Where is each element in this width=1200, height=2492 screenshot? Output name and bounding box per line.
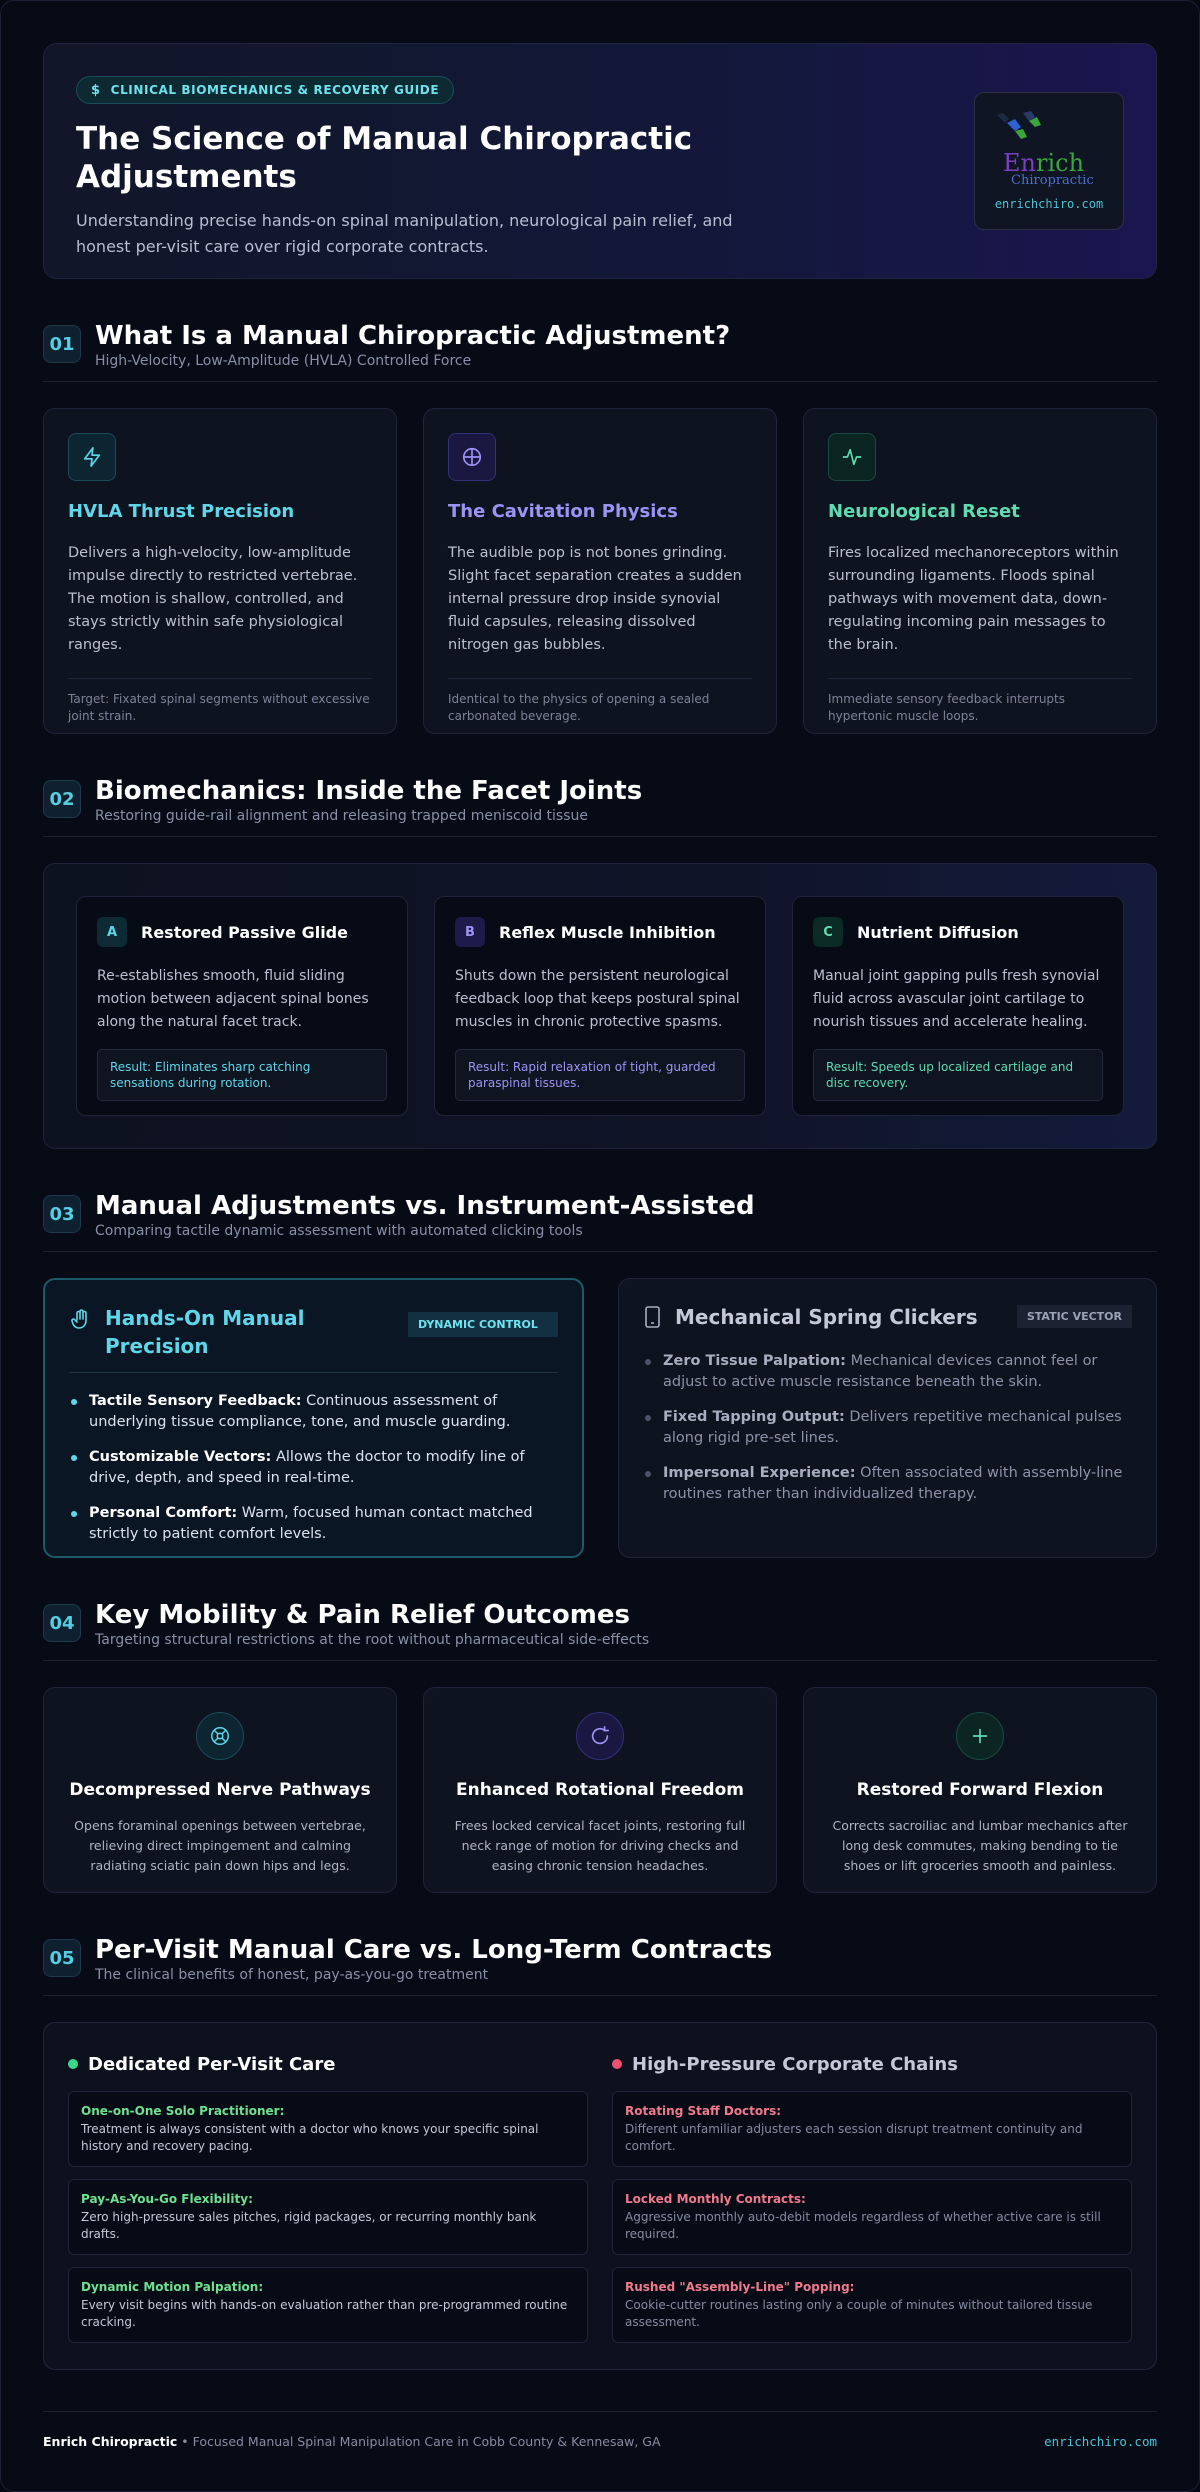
biomech-body: Re-establishes smooth, fluid sliding motion between adjacent spinal bones along the natural facet track.	[97, 968, 369, 1030]
outcome-title: Restored Forward Flexion	[856, 1780, 1104, 1800]
pulse-icon	[828, 433, 876, 481]
section-02-header	[43, 776, 1157, 822]
logo-wordmark: Enrich	[1003, 149, 1085, 177]
green-dot-icon	[68, 2059, 78, 2069]
biomechanics-panel	[43, 863, 1157, 1149]
biomech-card-c	[792, 896, 1124, 1116]
section-subtitle: Restoring guide-rail alignment and releasing trapped meniscoid tissue	[95, 808, 588, 824]
biomech-title: Reflex Muscle Inhibition	[499, 922, 716, 942]
list-item: Customizable Vectors: Allows the doctor to modify line of drive, depth, and speed in real-time.	[69, 1447, 558, 1489]
column-title: Dedicated Per-Visit Care	[88, 2053, 336, 2075]
plus-icon	[956, 1712, 1004, 1760]
list-item: Dynamic Motion Palpation: Every visit begins with hands-on evaluation rather than pre-programmed routine cracking.	[68, 2267, 588, 2343]
list-item: Pay-As-You-Go Flexibility: Zero high-pressure sales pitches, rigid packages, or recurring monthly bank drafts.	[68, 2179, 588, 2255]
card-body: Fires localized mechanoreceptors within surrounding ligaments. Floods spinal pathways with movement data, down-regulating incoming pain messages to the brain.	[828, 545, 1119, 653]
section-subtitle: Targeting structural restrictions at the root without pharmaceutical side-effects	[95, 1632, 650, 1648]
card-title: Mechanical Spring Clickers	[675, 1305, 978, 1329]
adjustment-cards	[43, 408, 1157, 734]
section-number: 03	[43, 1195, 81, 1233]
page-footer	[43, 2411, 1157, 2471]
nerve-icon	[196, 1712, 244, 1760]
corporate-chains-column	[612, 2049, 1132, 2343]
card-body: The audible pop is not bones grinding. Slight facet separation creates a sudden internal pressure drop inside synovial fluid capsules, releasing dissolved nitrogen gas bubbles.	[448, 545, 742, 653]
list-item: Zero Tissue Palpation: Mechanical devices cannot feel or adjust to active muscle resistance beneath the skin.	[643, 1351, 1132, 1393]
section-subtitle: Comparing tactile dynamic assessment with automated clicking tools	[95, 1223, 583, 1239]
logo-subword: Chiropractic	[1011, 173, 1094, 188]
spine-logo-icon	[993, 109, 1053, 153]
per-visit-care-column	[68, 2049, 588, 2343]
card-hvla	[43, 408, 397, 734]
card-footnote: Target: Fixated spinal segments without excessive joint strain.	[68, 678, 372, 725]
outcome-cards	[43, 1687, 1157, 1893]
spring-clickers-card	[618, 1278, 1157, 1558]
red-dot-icon	[612, 2059, 622, 2069]
card-footnote: Immediate sensory feedback interrupts hypertonic muscle loops.	[828, 678, 1132, 725]
biomech-card-b	[434, 896, 766, 1116]
section-number: 05	[43, 1939, 81, 1977]
outcome-body: Frees locked cervical facet joints, restoring full neck range of motion for driving checks and easing chronic tension headaches.	[454, 1818, 746, 1873]
card-body: Delivers a high-velocity, low-amplitude impulse directly to restricted vertebrae. The motion is shallow, controlled, and stays strictly within safe physiological ranges.	[68, 545, 358, 653]
biomech-letter: C	[813, 917, 843, 947]
biomech-letter: B	[455, 917, 485, 947]
page-title: The Science of Manual Chiropractic Adjustments	[76, 121, 693, 195]
outcome-body: Corrects sacroiliac and lumbar mechanics after long desk commutes, making bending to tie shoes or lift groceries smooth and painless.	[832, 1818, 1128, 1873]
section-04-header	[43, 1600, 1157, 1646]
crosshair-icon	[448, 433, 496, 481]
clicker-drawbacks-list	[643, 1351, 1132, 1505]
biomech-title: Nutrient Diffusion	[857, 922, 1019, 942]
biomech-result: Result: Eliminates sharp catching sensations during rotation.	[97, 1049, 387, 1101]
list-item: Impersonal Experience: Often associated with assembly-line routines rather than individualized therapy.	[643, 1463, 1132, 1505]
outcome-title: Enhanced Rotational Freedom	[456, 1780, 744, 1800]
outcome-body: Opens foraminal openings between vertebrae, relieving direct impingement and calming radiating sciatic pain down hips and legs.	[74, 1818, 366, 1873]
divider	[43, 1660, 1157, 1661]
section-title: Key Mobility & Pain Relief Outcomes	[95, 1600, 630, 1630]
hand-icon	[69, 1307, 93, 1331]
divider	[43, 381, 1157, 382]
list-item: Rotating Staff Doctors: Different unfamiliar adjusters each session disrupt treatment continuity and comfort.	[612, 2091, 1132, 2167]
card-neurological	[803, 408, 1157, 734]
outcome-nerve-pathways	[43, 1687, 397, 1893]
list-item: One-on-One Solo Practitioner: Treatment is always consistent with a doctor who knows your specific spinal history and recovery pacing.	[68, 2091, 588, 2167]
card-title: Hands-On Manual Precision	[105, 1306, 305, 1358]
outcome-rotational-freedom	[423, 1687, 777, 1893]
biomech-letter: A	[97, 917, 127, 947]
rotate-icon	[576, 1712, 624, 1760]
biomech-body: Manual joint gapping pulls fresh synovial fluid across avascular joint cartilage to nourish tissues and accelerate healing.	[813, 968, 1100, 1030]
section-title: Biomechanics: Inside the Facet Joints	[95, 776, 643, 806]
list-item: Rushed "Assembly-Line" Popping: Cookie-cutter routines lasting only a couple of minutes without tailored tissue assessment.	[612, 2267, 1132, 2343]
section-title: Manual Adjustments vs. Instrument-Assisted	[95, 1191, 755, 1221]
outcome-forward-flexion	[803, 1687, 1157, 1893]
lightning-icon	[68, 433, 116, 481]
hero-banner	[43, 43, 1157, 279]
footer-url-link[interactable]: enrichchiro.com	[1044, 2434, 1157, 2449]
biomech-result: Result: Speeds up localized cartilage and disc recovery.	[813, 1049, 1103, 1101]
section-title: Per-Visit Manual Care vs. Long-Term Contracts	[95, 1935, 773, 1965]
section-number: 02	[43, 780, 81, 818]
biomech-card-a	[76, 896, 408, 1116]
brand-logo[interactable]	[974, 92, 1124, 230]
card-cavitation	[423, 408, 777, 734]
dollar-icon: $	[91, 82, 101, 98]
guide-badge	[76, 76, 454, 104]
section-subtitle: High-Velocity, Low-Amplitude (HVLA) Controlled Force	[95, 353, 472, 369]
column-title: High-Pressure Corporate Chains	[632, 2053, 958, 2075]
section-01-header	[43, 321, 1157, 367]
logo-url[interactable]: enrichchiro.com	[994, 197, 1104, 211]
section-number: 01	[43, 325, 81, 363]
list-item: Personal Comfort: Warm, focused human contact matched strictly to patient comfort levels.	[69, 1503, 558, 1545]
biomech-body: Shuts down the persistent neurological feedback loop that keeps postural spinal muscles in chronic protective spasms.	[455, 968, 740, 1030]
comparison-row	[43, 1278, 1157, 1558]
biomech-title: Restored Passive Glide	[141, 922, 348, 942]
divider	[43, 1995, 1157, 1996]
divider	[43, 836, 1157, 837]
footer-tagline: Enrich Chiropractic • Focused Manual Spinal Manipulation Care in Cobb County & Kennesaw, GA	[43, 2434, 661, 2449]
section-title: What Is a Manual Chiropractic Adjustment?	[95, 321, 731, 351]
list-item: Fixed Tapping Output: Delivers repetitive mechanical pulses along rigid pre-set lines.	[643, 1407, 1132, 1449]
section-number: 04	[43, 1604, 81, 1642]
static-vector-tag: STATIC VECTOR	[1017, 1305, 1132, 1328]
section-03-header	[43, 1191, 1157, 1237]
device-icon	[643, 1305, 663, 1329]
card-title: The Cavitation Physics	[448, 501, 678, 522]
card-footnote: Identical to the physics of opening a sealed carbonated beverage.	[448, 678, 752, 725]
list-item: Tactile Sensory Feedback: Continuous assessment of underlying tissue compliance, tone, and muscle guarding.	[69, 1391, 558, 1433]
per-visit-comparison	[43, 2022, 1157, 2370]
divider	[43, 1251, 1157, 1252]
section-05-header	[43, 1935, 1157, 1981]
manual-benefits-list	[69, 1391, 558, 1545]
manual-precision-card	[43, 1278, 584, 1558]
list-item: Locked Monthly Contracts: Aggressive monthly auto-debit models regardless of whether active care is still required.	[612, 2179, 1132, 2255]
section-subtitle: The clinical benefits of honest, pay-as-you-go treatment	[95, 1967, 489, 1983]
guide-badge-label: CLINICAL BIOMECHANICS & RECOVERY GUIDE	[110, 83, 440, 97]
dynamic-control-tag: DYNAMIC CONTROL	[408, 1312, 558, 1337]
divider	[69, 1372, 558, 1373]
card-title: HVLA Thrust Precision	[68, 501, 295, 522]
page-subtitle: Understanding precise hands-on spinal manipulation, neurological pain relief, and honest per-visit care over rigid corporate contracts.	[76, 211, 733, 256]
card-title: Neurological Reset	[828, 501, 1020, 522]
outcome-title: Decompressed Nerve Pathways	[69, 1780, 371, 1800]
biomech-result: Result: Rapid relaxation of tight, guarded paraspinal tissues.	[455, 1049, 745, 1101]
